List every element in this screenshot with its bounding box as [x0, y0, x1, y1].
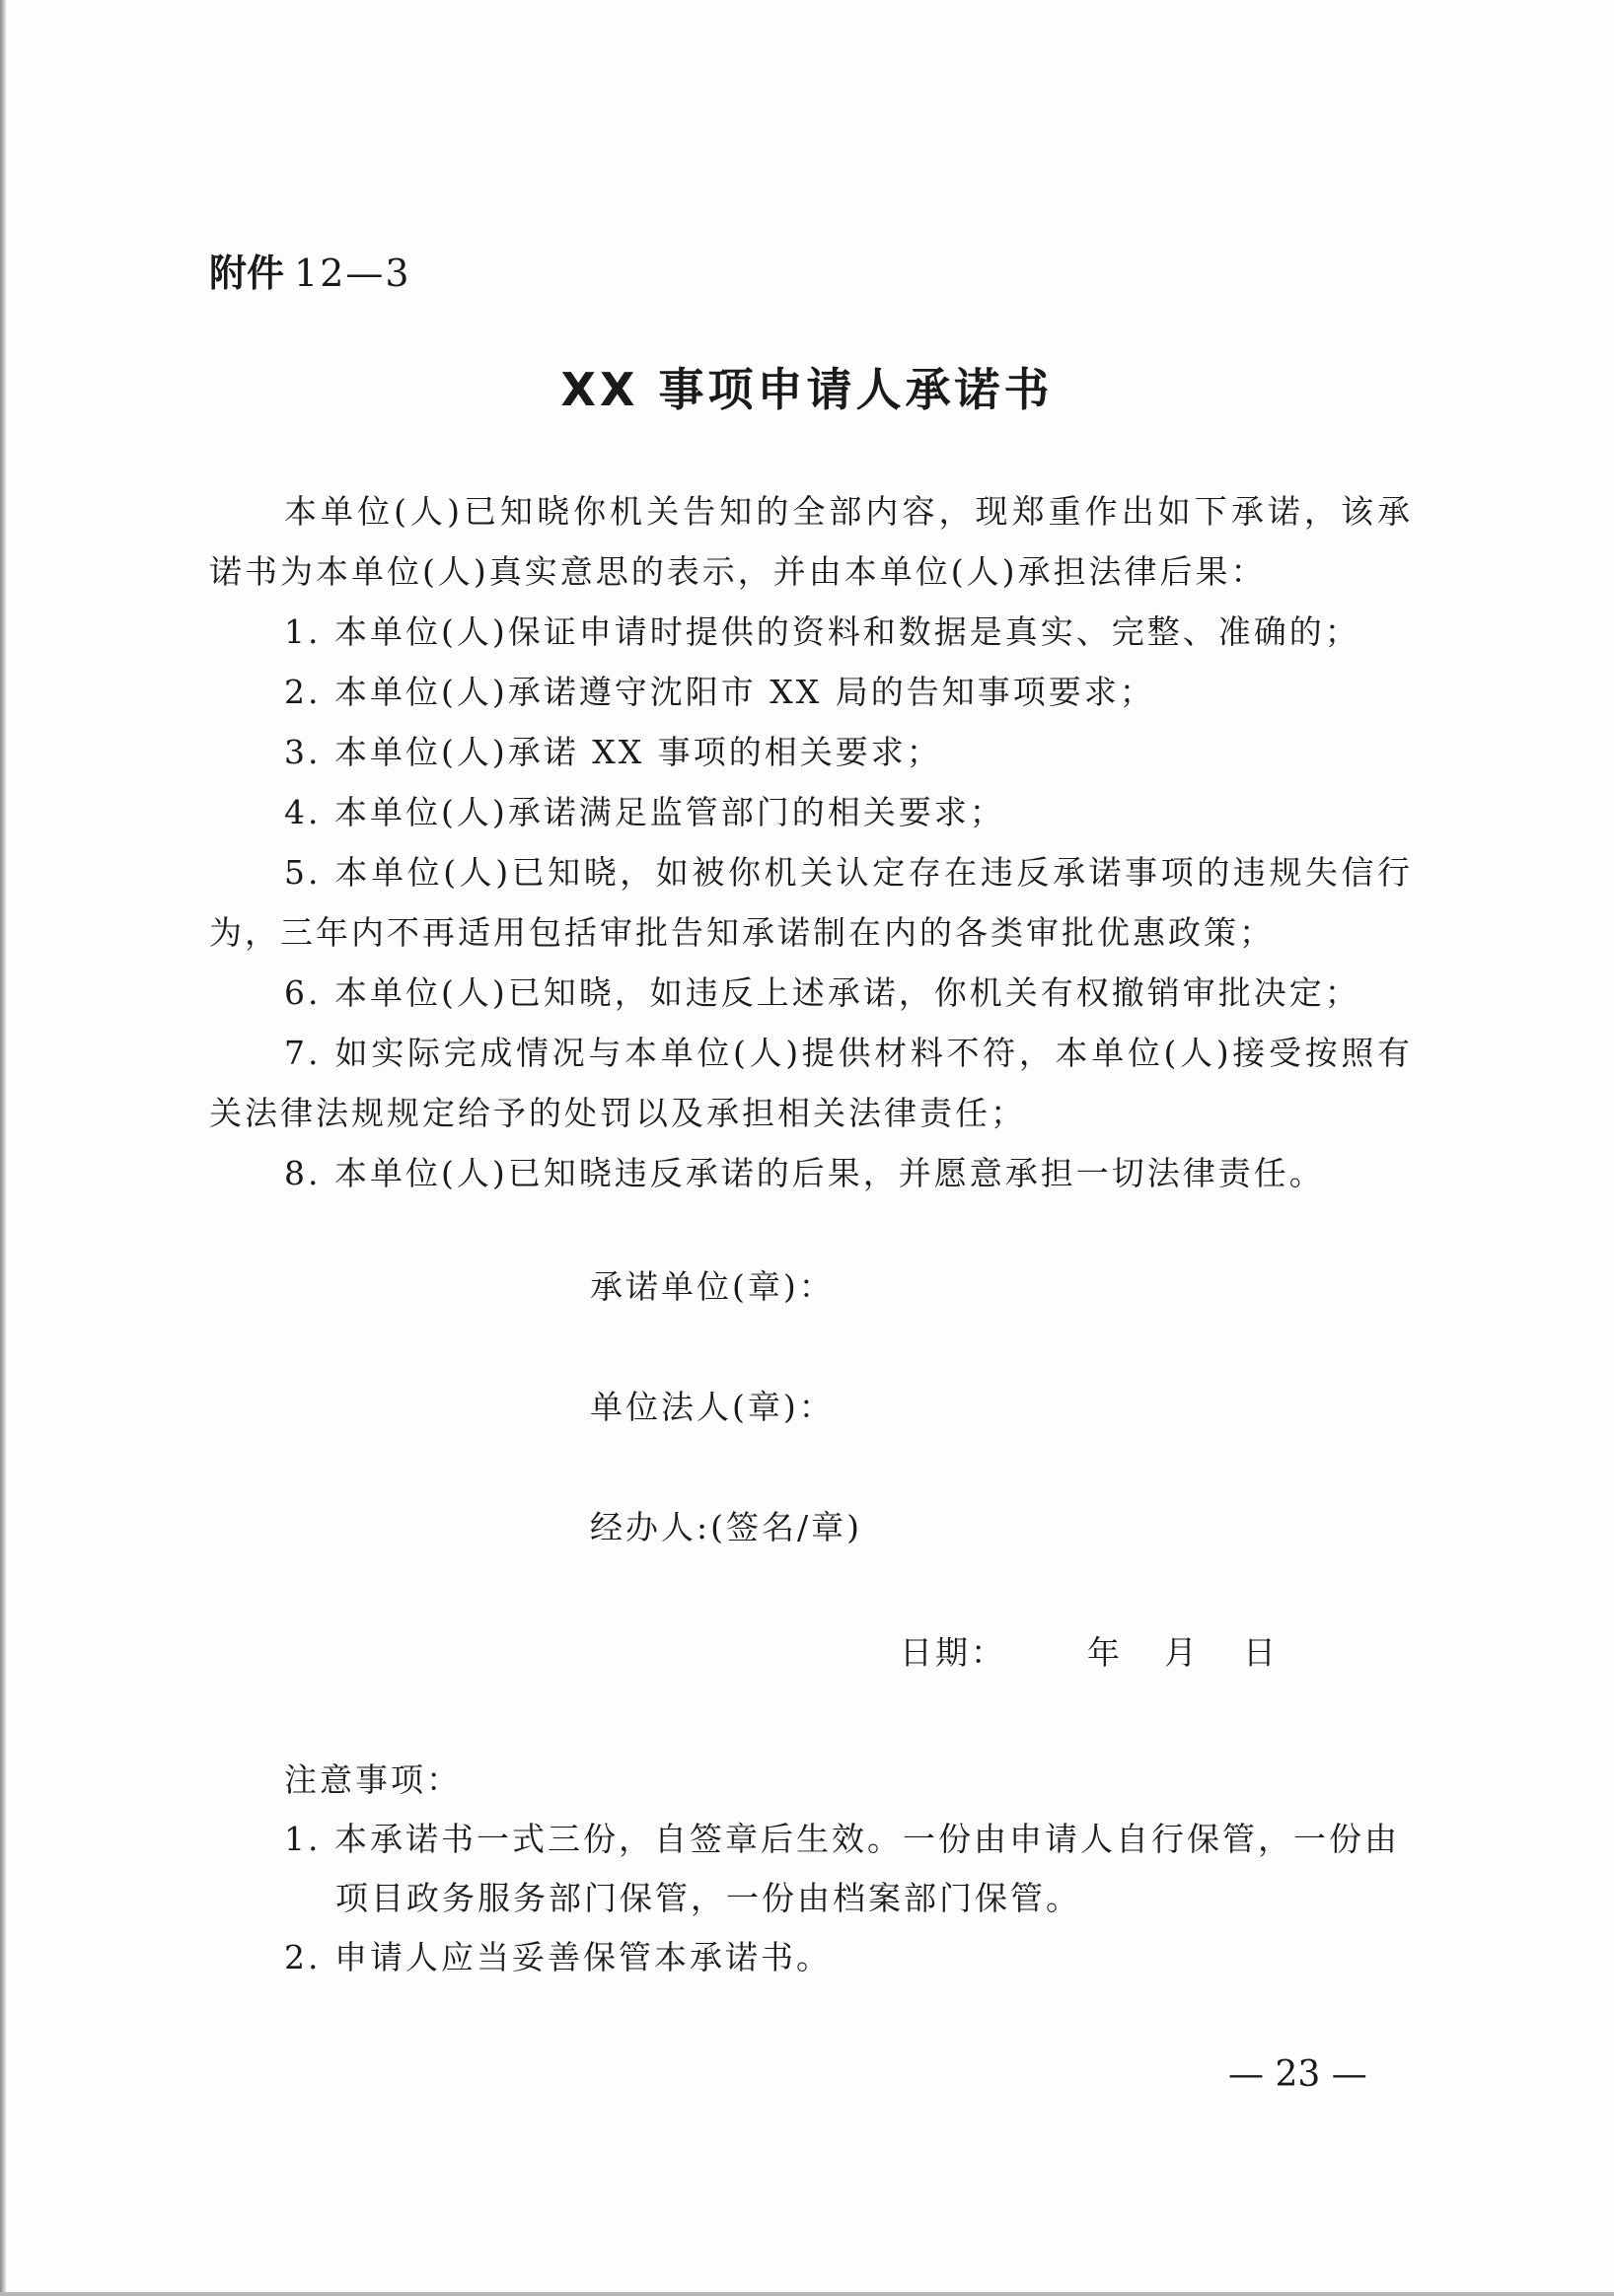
notes-heading: 注意事项：: [284, 1760, 462, 1799]
commitment-item-7: 7. 如实际完成情况与本单位(人)提供材料不符，本单位(人)接受按照有关法律法规规定给予的处罚以及承担相关法律责任；: [209, 1034, 1413, 1132]
document-title: XX 事项申请人承诺书: [560, 363, 1054, 416]
commitment-item-5: 5. 本单位(人)已知晓，如被你机关认定存在违反承诺事项的违规失信行为，三年内不再适用包括审批告知承诺制在内的各类审批优惠政策；: [209, 853, 1413, 952]
attachment-label: [209, 249, 411, 298]
note-item-2: 2. 申请人应当妥善保管本承诺书。: [284, 1938, 832, 1976]
commitment-item-1: 1. 本单位(人)保证申请时提供的资料和数据是真实、完整、准确的；: [284, 612, 1360, 651]
commitment-body: [209, 481, 1413, 1203]
attachment-word: 附件: [209, 251, 285, 295]
commitment-item-3: 3. 本单位(人)承诺 XX 事项的相关要求；: [284, 733, 942, 771]
commitment-item-6: 6. 本单位(人)已知晓，如违反上述承诺，你机关有权撤销审批决定；: [284, 973, 1360, 1012]
scan-edge-left: [0, 0, 6, 2296]
page-number: — 23 —: [1228, 2054, 1367, 2095]
date-year: 年: [1087, 1633, 1123, 1672]
commitment-item-8: 8. 本单位(人)已知晓违反承诺的后果，并愿意承担一切法律责任。: [284, 1154, 1325, 1192]
unit-seal-label: 承诺单位(章)：: [590, 1267, 835, 1306]
date-day: 日: [1243, 1633, 1279, 1672]
signature-block: [590, 1262, 862, 1623]
date-label: 日期：: [900, 1633, 1006, 1672]
attachment-number: 12—3: [294, 251, 411, 295]
legal-person-seal-label: 单位法人(章)：: [590, 1388, 835, 1426]
commitment-item-4: 4. 本单位(人)承诺满足监管部门的相关要求；: [284, 793, 1005, 831]
intro-paragraph: 本单位(人)已知晓你机关告知的全部内容，现郑重作出如下承诺，该承诺书为本单位(人)真实意思的表示，并由本单位(人)承担法律后果：: [209, 492, 1413, 591]
commitment-item-2: 2. 本单位(人)承诺遵守沈阳市 XX 局的告知事项要求；: [284, 673, 1155, 711]
handler-signature-label: 经办人:(签名/章): [590, 1508, 862, 1546]
date-line: [900, 1628, 1279, 1678]
date-month: 月: [1164, 1633, 1200, 1672]
notes-section: [284, 1751, 1429, 1987]
scan-edge-bottom: [0, 2292, 1614, 2296]
note-item-1: 1. 本承诺书一式三份，自签章后生效。一份由申请人自行保管，一份由项目政务服务部门保管，一份由档案部门保管。: [284, 1820, 1400, 1917]
